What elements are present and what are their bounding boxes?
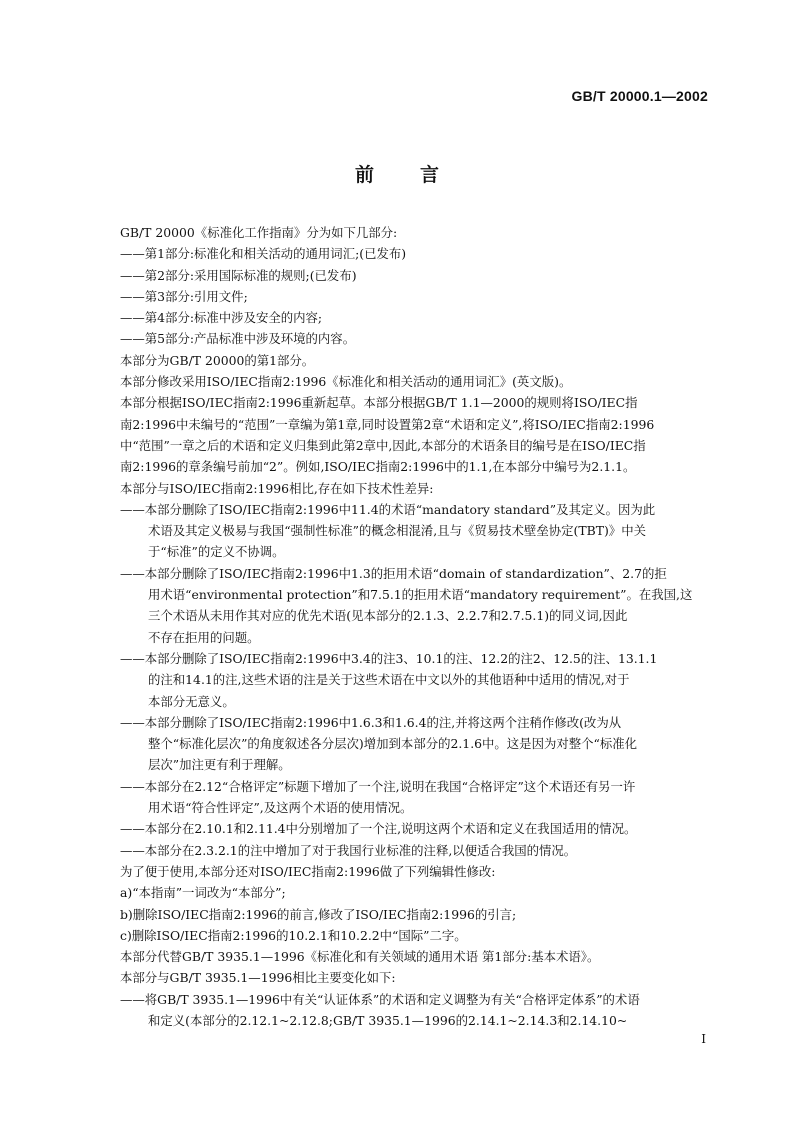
text-line: 整个“标准化层次”的角度叙述各分层次)增加到本部分的2.1.6中。这是因为对整个“标准化 (148, 736, 638, 752)
text-line: 本部分代替GB/T 3935.1—1996《标准化和有关领域的通用术语 第1部分:基本术语》。 (120, 949, 600, 965)
text-line: ——第1部分:标准化和相关活动的通用词汇;(已发布) (120, 246, 407, 262)
text-line: 为了便于使用,本部分还对ISO/IEC指南2:1996做了下列编辑性修改: (120, 863, 496, 879)
page-number: I (701, 1032, 706, 1046)
text-line: GB/T 20000《标准化工作指南》分为如下几部分: (120, 225, 398, 240)
text-line: ——第3部分:引用文件; (120, 288, 248, 304)
text-line: ——本部分在2.12“合格评定”标题下增加了一个注,说明在我国“合格评定”这个术语还有另一许 (120, 778, 636, 794)
text-line: 术语及其定义极易与我国“强制性标准”的概念相混淆,且与《贸易技术壁垒协定(TBT)》中关 (148, 523, 646, 539)
text-line: 的注和14.1的注,这些术语的注是关于这些术语在中文以外的其他语种中适用的情况,对于 (148, 672, 630, 688)
text-line: ——本部分删除了ISO/IEC指南2:1996中3.4的注3、10.1的注、12.2的注2、12.5的注、13.1.1 (120, 650, 658, 666)
text-line: 本部分与ISO/IEC指南2:1996相比,存在如下技术性差异: (120, 480, 434, 496)
text-line: ——本部分删除了ISO/IEC指南2:1996中11.4的术语“mandatory standard”及其定义。因为此 (120, 501, 656, 517)
text-line: 于“标准”的定义不协调。 (148, 544, 285, 560)
text-line: 层次”加注更有利于理解。 (148, 757, 291, 773)
text-line: ——第2部分:采用国际标准的规则;(已发布) (120, 267, 357, 283)
text-line: ——第5部分:产品标准中涉及环境的内容。 (120, 331, 356, 347)
text-line: 本部分根据ISO/IEC指南2:1996重新起草。本部分根据GB/T 1.1—2000的规则将ISO/IEC指 (120, 395, 638, 411)
text-line: ——将GB/T 3935.1—1996中有关“认证体系”的术语和定义调整为有关“合格评定体系”的术语 (120, 991, 640, 1007)
text-line: ——本部分删除了ISO/IEC指南2:1996中1.6.3和1.6.4的注,并将这两个注稍作修改(改为从 (120, 714, 622, 730)
text-line: 三个术语从未用作其对应的优先术语(见本部分的2.1.3、2.2.7和2.7.5.1)的同义词,因此 (148, 608, 628, 624)
text-line: ——本部分在2.3.2.1的注中增加了对于我国行业标准的注释,以便适合我国的情况。 (120, 842, 577, 858)
text-line: b)删除ISO/IEC指南2:1996的前言,修改了ISO/IEC指南2:1996的引言; (120, 906, 517, 922)
text-line: 本部分无意义。 (148, 693, 235, 709)
text-line: 和定义(本部分的2.12.1~2.12.8;GB/T 3935.1—1996的2.14.1~2.14.3和2.14.10~ (148, 1012, 628, 1028)
page-title: 前言 (354, 164, 485, 186)
text-line: c)删除ISO/IEC指南2:1996的10.2.1和10.2.2中“国际”二字。 (120, 927, 467, 943)
text-line: ——本部分在2.10.1和2.11.4中分别增加了一个注,说明这两个术语和定义在我国适用的情况。 (120, 821, 637, 837)
text-line: 本部分修改采用ISO/IEC指南2:1996《标准化和相关活动的通用词汇》(英文版)。 (120, 374, 572, 390)
text-line: 南2:1996中未编号的“范围”一章编为第1章,同时设置第2章“术语和定义”,将ISO/IEC指南2:1996 (120, 416, 655, 432)
text-line: 本部分与GB/T 3935.1—1996相比主要变化如下: (120, 970, 396, 986)
text-line: ——本部分删除了ISO/IEC指南2:1996中1.3的拒用术语“domain of standardization”、2.7的拒 (120, 565, 667, 581)
text-line: a)“本指南”一词改为“本部分”; (120, 885, 286, 901)
text-line: 用术语“environmental protection”和7.5.1的拒用术语“mandatory requirement”。在我国,这 (148, 587, 693, 603)
text-line: ——第4部分:标准中涉及安全的内容; (120, 310, 323, 326)
text-line: 南2:1996的章条编号前加“2”。例如,ISO/IEC指南2:1996中的1.1,在本部分中编号为2.1.1。 (120, 459, 636, 475)
text-line: 用术语“符合性评定”,及这两个术语的使用情况。 (148, 800, 413, 816)
text-line: 不存在拒用的问题。 (148, 629, 260, 645)
standard-number: GB/T 20000.1—2002 (571, 88, 708, 104)
text-line: 本部分为GB/T 20000的第1部分。 (120, 352, 315, 368)
body-text (120, 222, 709, 1031)
text-line: 中“范围”一章之后的术语和定义归集到此第2章中,因此,本部分的术语条目的编号是在ISO/IEC指 (120, 437, 646, 453)
